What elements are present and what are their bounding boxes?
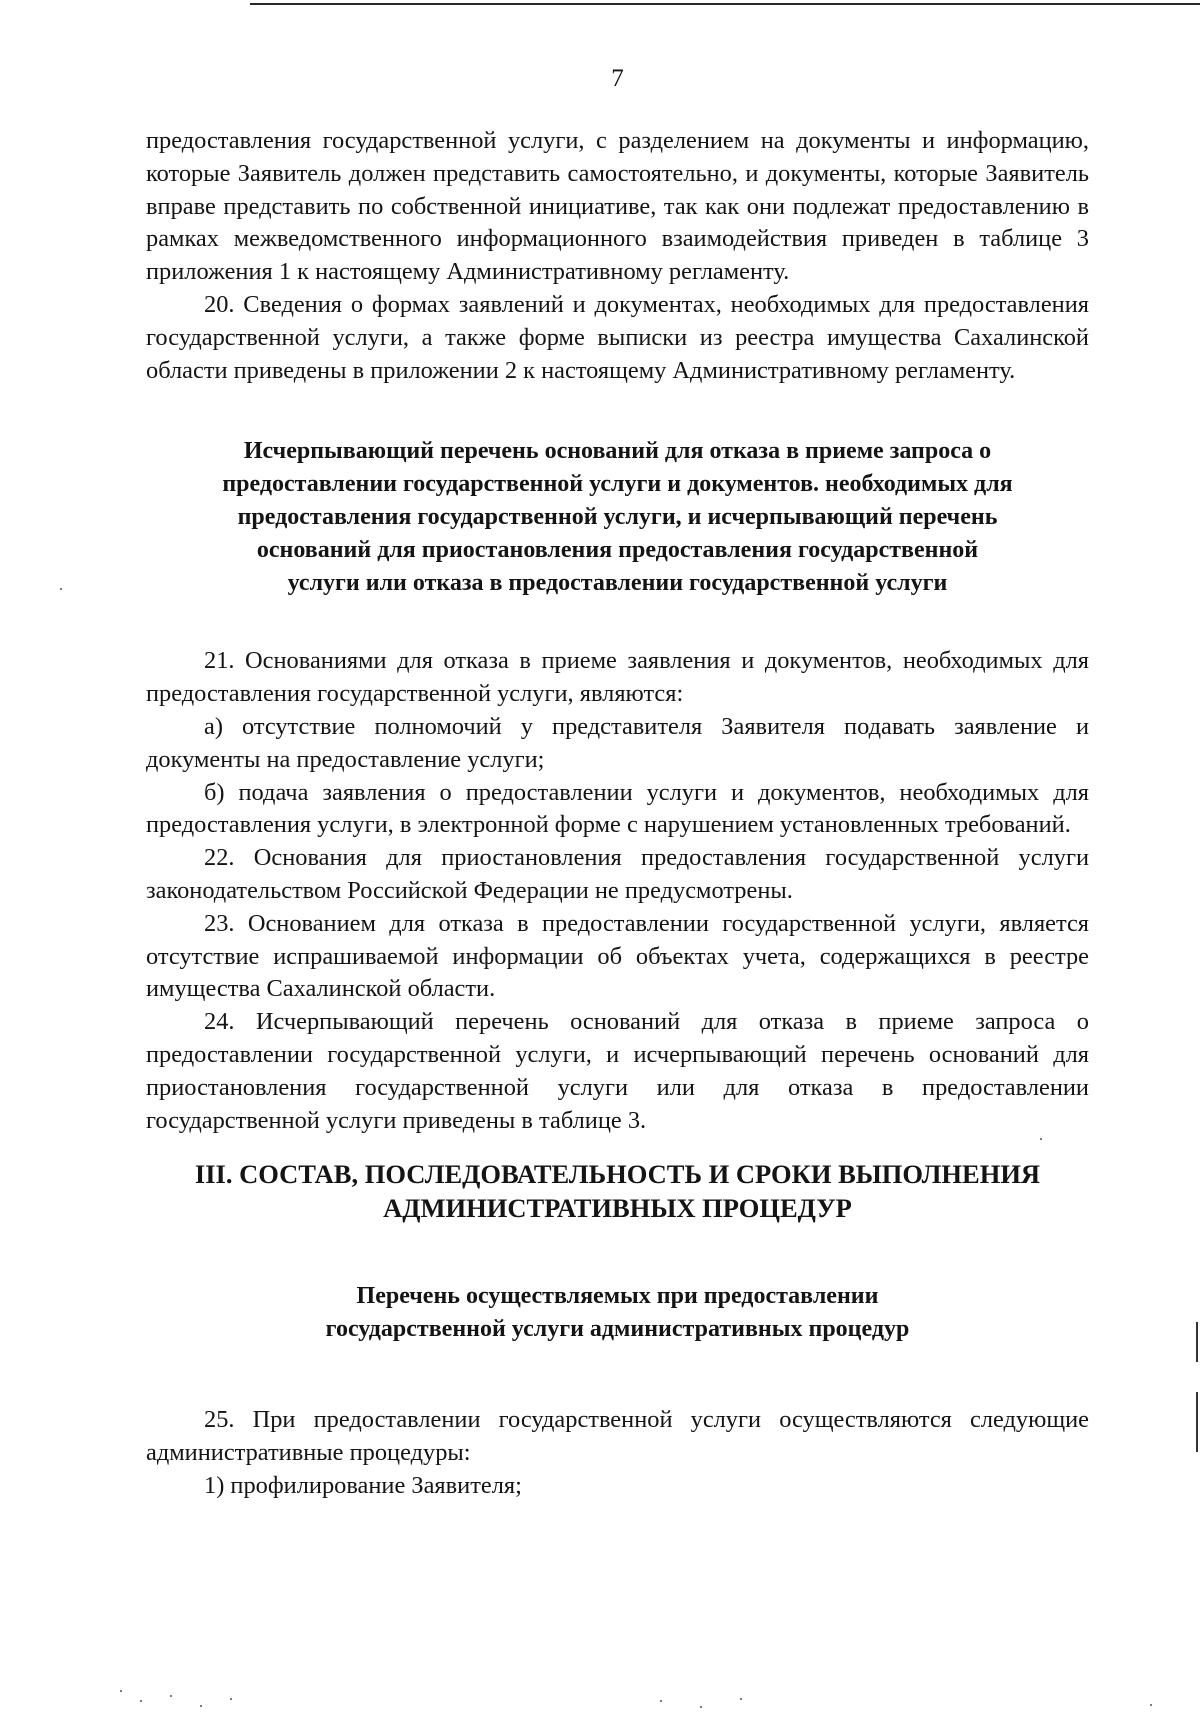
paragraph-21: 21. Основаниями для отказа в приеме заявления и документов, необходимых для предоставления государственной услуги, являются: <box>146 647 1089 708</box>
heading-line: предоставления государственной услуги, и исчерпывающий перечень <box>237 503 998 530</box>
paragraph-20: 20. Сведения о формах заявлений и документах, необходимых для предоставления государственной услуги, а также форме выписки из реестра имущества Сахалинской области приведены в приложении 2 к настоящему Административному регламенту. <box>146 290 1089 384</box>
scan-speck <box>1150 1704 1152 1706</box>
page-number: 7 <box>611 65 624 92</box>
scan-edge-mark <box>1196 1392 1198 1452</box>
scan-speck <box>120 1690 122 1692</box>
paragraph-21-a: а) отсутствие полномочий у представителя Заявителя подавать заявление и документы на предоставление услуги; <box>146 712 1089 773</box>
section-title-iii <box>146 1157 1089 1225</box>
paragraph-24: 24. Исчерпывающий перечень оснований для отказа в приеме запроса о предоставлении государственной услуги, и исчерпывающий перечень оснований для приостановления государственной услуги или для отказа в предоставлении государственной услуги приведены в таблице 3. <box>146 1008 1089 1134</box>
heading-procedures-list <box>146 1280 1089 1346</box>
heading-line: Исчерпывающий перечень оснований для отказа в приеме запроса о <box>243 438 992 465</box>
section-title-line: III. СОСТАВ, ПОСЛЕДОВАТЕЛЬНОСТЬ И СРОКИ ВЫПОЛНЕНИЯ <box>194 1159 1041 1190</box>
scan-speck <box>200 1705 202 1707</box>
heading-line: государственной услуги административных процедур <box>325 1316 910 1343</box>
heading-line: предоставлении государственной услуги и документов. необходимых для <box>222 471 1013 498</box>
heading-line: услуги или отказа в предоставлении государственной услуги <box>287 569 948 596</box>
heading-line: Перечень осуществляемых при предоставлении <box>356 1283 879 1310</box>
scan-speck <box>60 588 62 590</box>
document-body <box>146 125 1089 1502</box>
scan-speck <box>740 1698 742 1700</box>
scan-speck <box>170 1695 172 1697</box>
paragraph-25-item-1: 1) профилирование Заявителя; <box>204 1471 522 1499</box>
scan-speck <box>700 1706 702 1708</box>
scan-speck <box>1040 1138 1042 1140</box>
paragraph-continuation: предоставления государственной услуги, с разделением на документы и информацию, которые Заявитель должен представить самостоятельно, и документы, которые Заявитель вправе представить по собственной инициативе, так как они подлежат предоставлению в рамках межведомственного информационного взаимодействия приведен в таблице 3 приложения 1 к настоящему Административному регламенту. <box>146 127 1089 286</box>
scan-speck <box>660 1700 662 1702</box>
paragraph-23: 23. Основанием для отказа в предоставлении государственной услуги, является отсутствие испрашиваемой информации об объектах учета, содержащихся в реестре имущества Сахалинской области. <box>146 909 1089 1003</box>
scan-edge-mark <box>1196 1322 1198 1362</box>
scan-top-edge-line <box>250 3 1200 5</box>
section-title-line: АДМИНИСТРАТИВНЫХ ПРОЦЕДУР <box>383 1193 852 1224</box>
paragraph-21-b: б) подача заявления о предоставлении услуги и документов, необходимых для предоставления услуги, в электронной форме с нарушением установленных требований. <box>146 778 1089 839</box>
scan-speck <box>230 1698 232 1700</box>
heading-refusal-grounds <box>146 435 1089 599</box>
scan-speck <box>140 1700 142 1702</box>
heading-line: оснований для приостановления предоставления государственной <box>256 536 979 563</box>
paragraph-22: 22. Основания для приостановления предоставления государственной услуги законодательством Российской Федерации не предусмотрены. <box>146 844 1089 904</box>
paragraph-25: 25. При предоставлении государственной услуги осуществляются следующие административные процедуры: <box>146 1405 1089 1466</box>
